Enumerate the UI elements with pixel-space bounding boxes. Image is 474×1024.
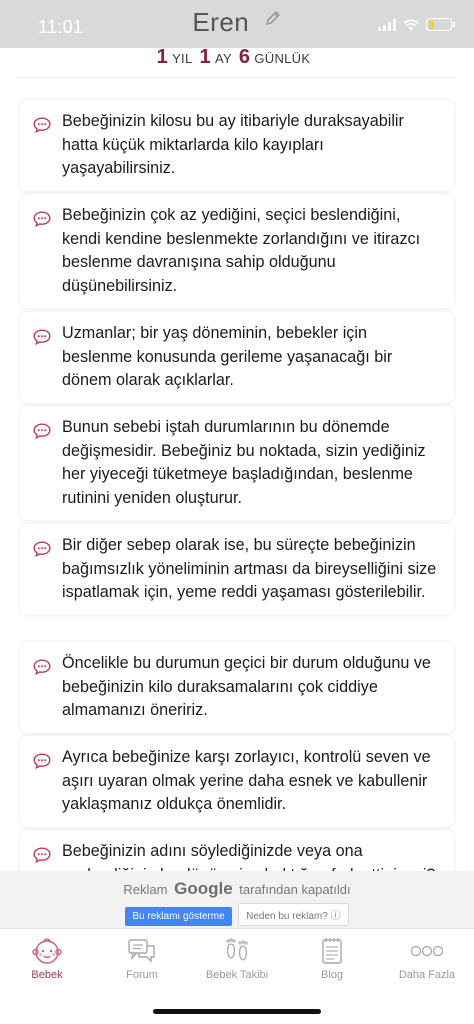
speech-bubble-icon bbox=[33, 329, 51, 353]
tab-forum[interactable] bbox=[95, 935, 189, 981]
child-age bbox=[0, 46, 474, 69]
battery-icon bbox=[426, 18, 452, 31]
card-text: Bir diğer sebep olarak ise, bu süreçte bebeğinizin bağımsızlık yöneliminin artması da bireyselliğini size ispatlamak için, yeme reddi yaşaması gösterilebilir. bbox=[62, 536, 437, 601]
info-card bbox=[20, 736, 454, 827]
home-indicator[interactable] bbox=[153, 1009, 321, 1014]
speech-bubble-icon bbox=[33, 541, 51, 565]
tab-label: Daha Fazla bbox=[398, 969, 456, 981]
card-text: Bunun sebebi iştah durumlarının bu dönemde değişmesidir. Bebeğiniz bu noktada, sizin yediğiniz her yiyeceği tüketmeye başladığından, beslenme rutinini yeniden oluşturur. bbox=[62, 418, 426, 507]
info-card bbox=[20, 642, 454, 733]
info-card bbox=[20, 524, 454, 615]
more-dots-icon bbox=[380, 935, 474, 967]
why-this-ad-button[interactable]: Neden bu reklam? ⓘ bbox=[238, 903, 349, 926]
age-months-unit: AY bbox=[214, 51, 232, 66]
tab-bebek-takibi[interactable] bbox=[190, 935, 284, 981]
baby-face-icon bbox=[0, 935, 94, 967]
age-months: 1 bbox=[199, 46, 211, 68]
tab-label: Forum bbox=[126, 969, 158, 981]
cellular-signal-icon bbox=[378, 19, 396, 31]
google-logo: Google bbox=[174, 879, 233, 898]
dont-show-ad-button[interactable]: Bu reklamı gösterme bbox=[125, 907, 231, 926]
tab-blog[interactable] bbox=[285, 935, 379, 981]
card-text: Bebeğinizin çok az yediğini, seçici beslendiğini, kendi kendine beslenmekte zorlandığını ve itirazcı beslenme davranışına sahip olduğunu düşünebilirsiniz. bbox=[62, 206, 421, 295]
card-text: Ayrıca bebeğinize karşı zorlayıcı, kontrolü seven ve aşırı uyaran olmak yerine daha esnek ve kabullenir yaklaşmanız oldukça önemlidir. bbox=[62, 748, 431, 813]
age-years: 1 bbox=[156, 46, 169, 68]
ad-text-after: tarafından kapatıldı bbox=[239, 882, 351, 897]
speech-bubble-icon bbox=[33, 211, 51, 235]
ad-banner bbox=[0, 871, 474, 928]
chat-bubbles-icon bbox=[95, 935, 189, 967]
speech-bubble-icon bbox=[33, 423, 51, 447]
child-name: Eren bbox=[192, 7, 250, 37]
info-card bbox=[20, 406, 454, 520]
ad-closed-message bbox=[0, 879, 474, 899]
speech-bubble-icon bbox=[33, 847, 51, 871]
footprints-icon bbox=[190, 935, 284, 967]
age-years-unit: YIL bbox=[172, 51, 193, 66]
info-card bbox=[20, 100, 454, 191]
top-header bbox=[0, 0, 474, 48]
card-text: Bebeğinizin kilosu bu ay itibariyle duraksayabilir hatta küçük miktarlarda kilo kayıpları yaşayabilirsiniz. bbox=[62, 112, 404, 177]
card-text: Öncelikle bu durumun geçici bir durum olduğunu ve bebeğinizin kilo duraksamalarını çok ciddiye almamanızı öneririz. bbox=[62, 654, 431, 719]
age-days: 6 bbox=[238, 46, 251, 68]
pencil-icon[interactable] bbox=[264, 9, 282, 32]
speech-bubble-icon bbox=[33, 753, 51, 777]
tab-label: Blog bbox=[320, 969, 344, 981]
divider bbox=[18, 77, 456, 78]
ad-buttons bbox=[0, 903, 474, 926]
tab-daha-fazla[interactable] bbox=[380, 935, 474, 981]
ad-text-before: Reklam bbox=[123, 882, 168, 897]
notebook-icon bbox=[285, 935, 379, 967]
tab-label: Bebek bbox=[31, 969, 63, 981]
speech-bubble-icon bbox=[33, 659, 51, 683]
card-text: Bebeğinizin adını söylediğinizde veya ona bbox=[62, 842, 363, 860]
card-text: Uzmanlar; bir yaş döneminin, bebekler için beslenme konusunda gerileme yaşanacağı bir dönem olarak açıklarlar. bbox=[62, 324, 393, 389]
info-card bbox=[20, 312, 454, 403]
age-days-unit: GÜNLÜK bbox=[254, 51, 311, 66]
status-time: 11:01 bbox=[38, 17, 84, 37]
info-card bbox=[20, 194, 454, 308]
status-icons bbox=[378, 18, 452, 31]
speech-bubble-icon bbox=[33, 117, 51, 141]
tab-label: Bebek Takibi bbox=[205, 969, 269, 981]
tab-bebek[interactable] bbox=[0, 935, 94, 981]
wifi-icon bbox=[403, 19, 419, 31]
